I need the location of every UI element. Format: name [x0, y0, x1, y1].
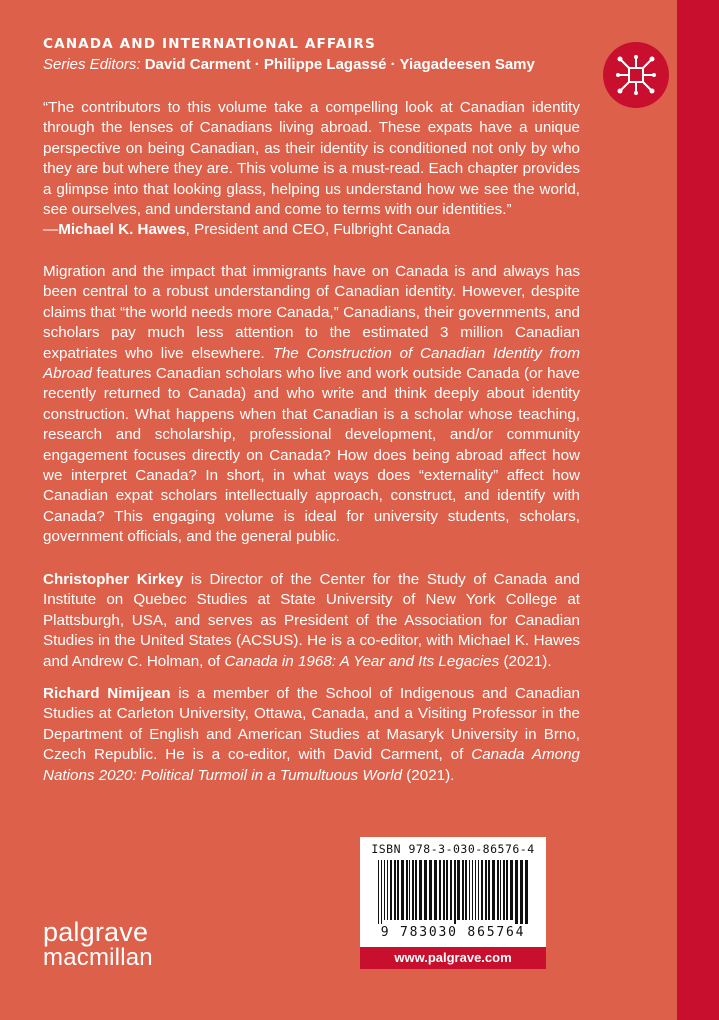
barcode-bars	[378, 860, 528, 924]
barcode-bar	[497, 860, 499, 920]
barcode-bar	[488, 860, 490, 920]
barcode-bar	[429, 860, 432, 920]
barcode-bar	[515, 860, 518, 924]
quote-author: Michael K. Hawes	[58, 221, 186, 238]
barcode-bar	[401, 860, 404, 920]
barcode-bar	[485, 860, 487, 920]
barcode-bar	[472, 860, 473, 920]
barcode-bar	[387, 860, 388, 920]
barcode-bar	[510, 860, 513, 920]
publisher-name-line2: macmillan	[43, 944, 153, 971]
barcode-bar	[378, 860, 379, 924]
barcode-bar	[506, 860, 508, 920]
barcode-bar	[500, 860, 501, 920]
barcode-bar	[412, 860, 414, 920]
barcode-bar	[384, 860, 385, 920]
barcode-bar	[503, 860, 505, 920]
barcode-bar	[520, 860, 523, 924]
barcode-bar	[406, 860, 408, 920]
bio2-end: (2021).	[402, 766, 455, 784]
barcode-bar	[439, 860, 441, 920]
series-editors	[43, 56, 535, 73]
publisher-url[interactable]: www.palgrave.com	[360, 947, 546, 969]
isbn-barcode	[360, 837, 546, 947]
barcode-bar	[469, 860, 470, 920]
barcode-bar	[424, 860, 427, 920]
barcode-bar	[415, 860, 417, 920]
series-editors-names: David Carment · Philippe Lagassé · Yiagadeesen Samy	[144, 56, 535, 73]
bio2-name: Richard Nimijean	[43, 685, 171, 702]
barcode-bar	[492, 860, 495, 920]
book-blurb	[43, 262, 580, 548]
spine-strip	[677, 0, 719, 1020]
publisher-logo	[43, 917, 153, 971]
barcode-bar	[419, 860, 422, 920]
barcode-bar	[409, 860, 410, 920]
barcode-bar	[465, 860, 467, 920]
barcode-bar	[446, 860, 448, 920]
publisher-name-line1: palgrave	[43, 917, 149, 947]
barcode-bar	[454, 860, 456, 924]
quote-dash: —	[43, 221, 59, 238]
barcode-bar	[434, 860, 437, 920]
bio1-end: (2021).	[499, 652, 552, 670]
bio2-book: Canada Among Nations 2020: Political Turmoil in a Tumultuous World	[43, 746, 580, 784]
barcode-bar	[450, 860, 452, 920]
editor-bio-kirkey	[43, 570, 580, 672]
blurb-part2: features Canadian scholars who live and work outside Canada (or have recently returned to Canada) and who write and think deeply about identity construction. What happens when that Canadian is a scholar whose teaching, research and scholarship, professional development, and/or community engagement focuses directly on Canada? How does being abroad affect how we interpret Canada? In short, in what ways does “externality” affect how Canadian expat scholars intellectually approach, construct, and identify with Canada? This engaging volume is ideal for university students, scholars, government officials, and the general public.	[43, 365, 580, 546]
quote-attribution	[43, 220, 580, 240]
barcode-bar	[397, 860, 399, 920]
barcode-bar	[478, 860, 479, 920]
series-editors-label: Series Editors:	[43, 56, 141, 73]
blurb-part1: Migration and the impact that immigrants have on Canada is and always has been central to a robust understanding of Canadian identity. However, despite claims that “the world needs more Canada,” Canadians, their governments, and scholars pay much less attention to the estimated 3 million Canadian expatriates who live elsewhere.	[43, 263, 580, 362]
bio1-name: Christopher Kirkey	[43, 571, 184, 588]
barcode-bar	[394, 860, 396, 920]
barcode-bar	[462, 860, 464, 920]
barcode-bar	[390, 860, 392, 920]
barcode-digits: 9 783030 865764	[380, 925, 526, 940]
barcode-bar	[443, 860, 445, 920]
palgrave-star-logo-icon	[603, 42, 669, 108]
isbn-label: ISBN 978-3-030-86576-4	[371, 842, 535, 856]
blurb-book-title: The Construction of Canadian Identity from Abroad	[43, 344, 581, 383]
editor-bio-nimijean	[43, 684, 580, 786]
barcode-bar	[525, 860, 528, 924]
bio1-text: is Director of the Center for the Study of Canada and Institute on Quebec Studies at State University of New York College at Plattsburgh, USA, and serves as President of the Association for Canadian Studies in the United States (ACSUS). He is a co-editor, with Michael K. Hawes and Andrew C. Holman, of	[43, 571, 580, 670]
series-title: CANADA AND INTERNATIONAL AFFAIRS	[43, 36, 376, 52]
quote-affiliation: , President and CEO, Fulbright Canada	[185, 221, 450, 238]
barcode-bar	[457, 860, 460, 920]
bio1-book: Canada in 1968: A Year and Its Legacies	[224, 652, 500, 670]
endorsement-quote: “The contributors to this volume take a compelling look at Canadian identity through the lenses of Canadians living abroad. These expats have a unique perspective on being Canadian, as their identity is conditioned not only by who they are but where they are. This volume is a must-read. Each chapter provides a glimpse into that looking glass, helping us understand how we see the world, see ourselves, and understand and come to terms with our identities.”	[43, 99, 580, 219]
barcode-bar	[381, 860, 382, 924]
barcode-bar	[475, 860, 476, 920]
barcode-bar	[481, 860, 483, 920]
bio2-text: is a member of the School of Indigenous and Canadian Studies at Carleton University, Ottawa, Canada, and a Visiting Professor in the Department of English and American Studies at Masaryk University in Brno, Czech Republic. He is a co-editor, with David Carment, of	[43, 685, 580, 764]
